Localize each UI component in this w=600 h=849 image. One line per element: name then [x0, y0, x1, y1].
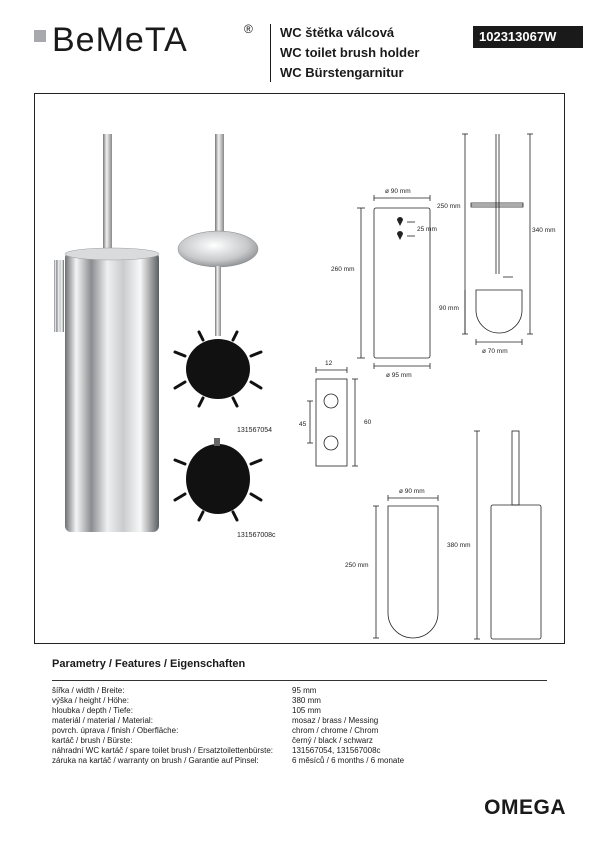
- feature-label: hloubka / depth / Tiefe:: [52, 706, 133, 715]
- front-view-drawing: [357, 195, 430, 369]
- dim-cup-height: 250 mm: [345, 562, 369, 569]
- holder-photo: [54, 134, 159, 532]
- bracket-drawing: [307, 367, 358, 466]
- dim-body-height: 260 mm: [331, 266, 355, 273]
- feature-label: povrch. úprava / finish / Oberfläche:: [52, 726, 179, 735]
- dim-total-height: 340 mm: [532, 227, 556, 234]
- spare-brush-photo: [175, 438, 276, 539]
- cup-drawing: [373, 495, 438, 638]
- registered-mark: ®: [244, 22, 253, 36]
- logo-mark: [34, 30, 46, 42]
- dim-bracket-holes: 45: [299, 421, 307, 428]
- title-en: WC toilet brush holder: [280, 45, 420, 60]
- header-divider: [270, 24, 271, 82]
- feature-value: 380 mm: [292, 696, 321, 705]
- feature-label: materiál / material / Material:: [52, 716, 153, 725]
- spare-code-2: 131567008c: [237, 532, 276, 539]
- features-title: Parametry / Features / Eigenschaften: [52, 658, 246, 670]
- dim-brush-height: 90 mm: [439, 305, 459, 312]
- side-view-drawing: [462, 134, 533, 345]
- feature-label: náhradní WC kartáč / spare toilet brush / Ersatztoilettenbürste:: [52, 746, 273, 755]
- drawing-frame: [34, 93, 565, 644]
- feature-label: kartáč / brush / Bürste:: [52, 736, 133, 745]
- feature-value: 95 mm: [292, 686, 317, 695]
- feature-value: 6 měsíců / 6 months / 6 monate: [292, 756, 405, 765]
- series-name: OMEGA: [484, 796, 566, 819]
- feature-label: záruka na kartáč / warranty on brush / Garantie auf Pinsel:: [52, 756, 259, 765]
- features-section: [34, 644, 565, 784]
- dim-bracket-height: 60: [364, 419, 372, 426]
- dim-handle-width: 250 mm: [437, 203, 461, 210]
- brush-photo: [175, 134, 272, 434]
- dim-brush-diameter: ø 70 mm: [482, 348, 508, 355]
- feature-label: výška / height / Höhe:: [52, 696, 129, 705]
- feature-value: 131567054, 131567008c: [292, 746, 381, 755]
- dim-hole-spacing: 25 mm: [417, 226, 437, 233]
- feature-label: šířka / width / Breite:: [52, 686, 125, 695]
- feature-value: 105 mm: [292, 706, 321, 715]
- title-de: WC Bürstengarnitur: [280, 65, 404, 80]
- features-divider: [52, 680, 547, 681]
- feature-value: mosaz / brass / Messing: [292, 716, 379, 725]
- dim-cup-diameter: ø 90 mm: [399, 488, 425, 495]
- feature-value: černý / black / schwarz: [292, 736, 373, 745]
- holder-outline-drawing: [474, 431, 541, 639]
- brand-logo: BeMeTA: [52, 21, 188, 59]
- dim-overall-height: 380 mm: [447, 542, 471, 549]
- feature-value: chrom / chrome / Chrom: [292, 726, 379, 735]
- dim-bracket-width: 12: [325, 360, 333, 367]
- product-code: 102313067W: [473, 26, 583, 48]
- technical-drawing: [35, 94, 564, 643]
- dim-top-diameter: ø 90 mm: [385, 188, 411, 195]
- dim-bottom-diameter: ø 95 mm: [386, 372, 412, 379]
- spare-code-1: 131567054: [237, 427, 273, 434]
- title-cz: WC štětka válcová: [280, 25, 395, 40]
